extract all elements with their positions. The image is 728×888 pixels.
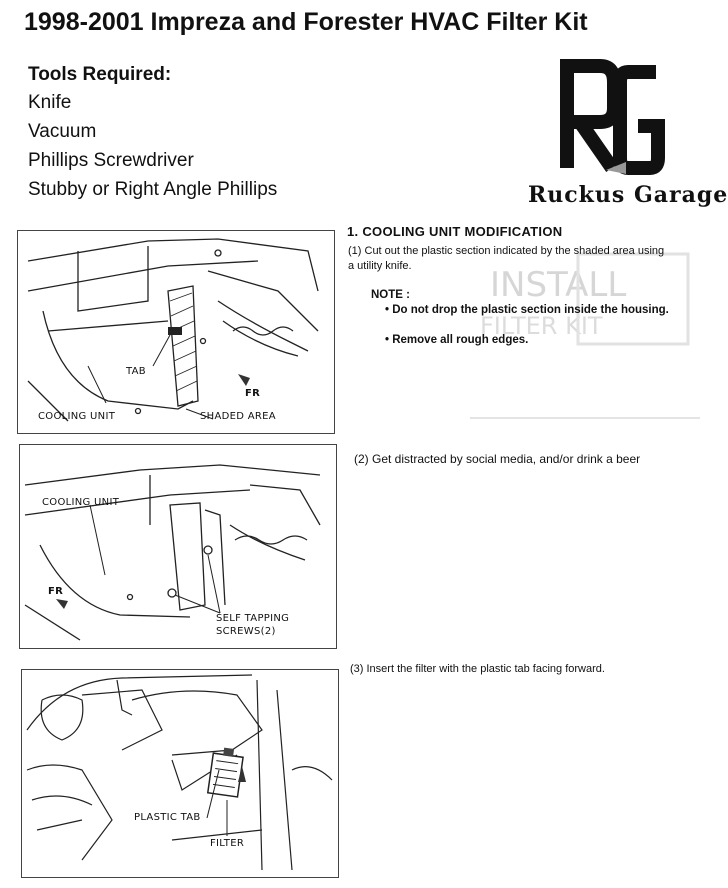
tool-item: Vacuum — [28, 121, 97, 142]
figure-label-shaded-area: SHADED AREA — [200, 411, 276, 422]
note-item: • Remove all rough edges. — [385, 334, 529, 346]
step-3-text: (3) Insert the filter with the plastic tab facing forward. — [350, 663, 605, 675]
figure-cooling-unit-shaded-area — [17, 230, 335, 434]
figure-label-screws-count: SCREWS(2) — [216, 626, 276, 637]
tool-item: Phillips Screwdriver — [28, 150, 194, 171]
cooling-unit-diagram — [18, 231, 334, 433]
note-label: NOTE : — [371, 289, 410, 301]
tool-item: Knife — [28, 92, 72, 113]
svg-text:INSTALL: INSTALL — [490, 265, 627, 305]
figure-label-cooling-unit: COOLING UNIT — [38, 411, 116, 422]
figure-label-tab: TAB — [126, 366, 146, 377]
tool-item: Stubby or Right Angle Phillips — [28, 179, 278, 200]
figure-insert-filter — [21, 669, 339, 878]
svg-text:FILTER KIT: FILTER KIT — [480, 312, 603, 340]
logo-wordmark: Ruckus Garage — [528, 182, 728, 208]
figure-label-plastic-tab: PLASTIC TAB — [134, 812, 201, 823]
filter-install-diagram — [22, 670, 338, 877]
step-1-text: (1) Cut out the plastic section indicated by the shaded area using a utility knife. — [348, 245, 665, 272]
tools-heading: Tools Required: — [28, 64, 172, 85]
figure-self-tapping-screws — [19, 444, 337, 649]
figure-label-fr: FR — [245, 388, 261, 399]
figure-label-screws: SELF TAPPING — [216, 613, 290, 624]
figure-label-filter: FILTER — [210, 838, 245, 849]
page-title: 1998-2001 Impreza and Forester HVAC Filter Kit — [24, 8, 588, 36]
figure-label-cooling-unit: COOLING UNIT — [42, 497, 120, 508]
section-heading-cooling-unit: 1. COOLING UNIT MODIFICATION — [347, 224, 563, 239]
note-item: • Do not drop the plastic section inside the housing. — [385, 304, 669, 316]
figure-label-fr: FR — [48, 586, 64, 597]
step-2-text: (2) Get distracted by social media, and/or drink a beer — [354, 452, 641, 466]
rg-monogram-icon — [520, 62, 692, 182]
